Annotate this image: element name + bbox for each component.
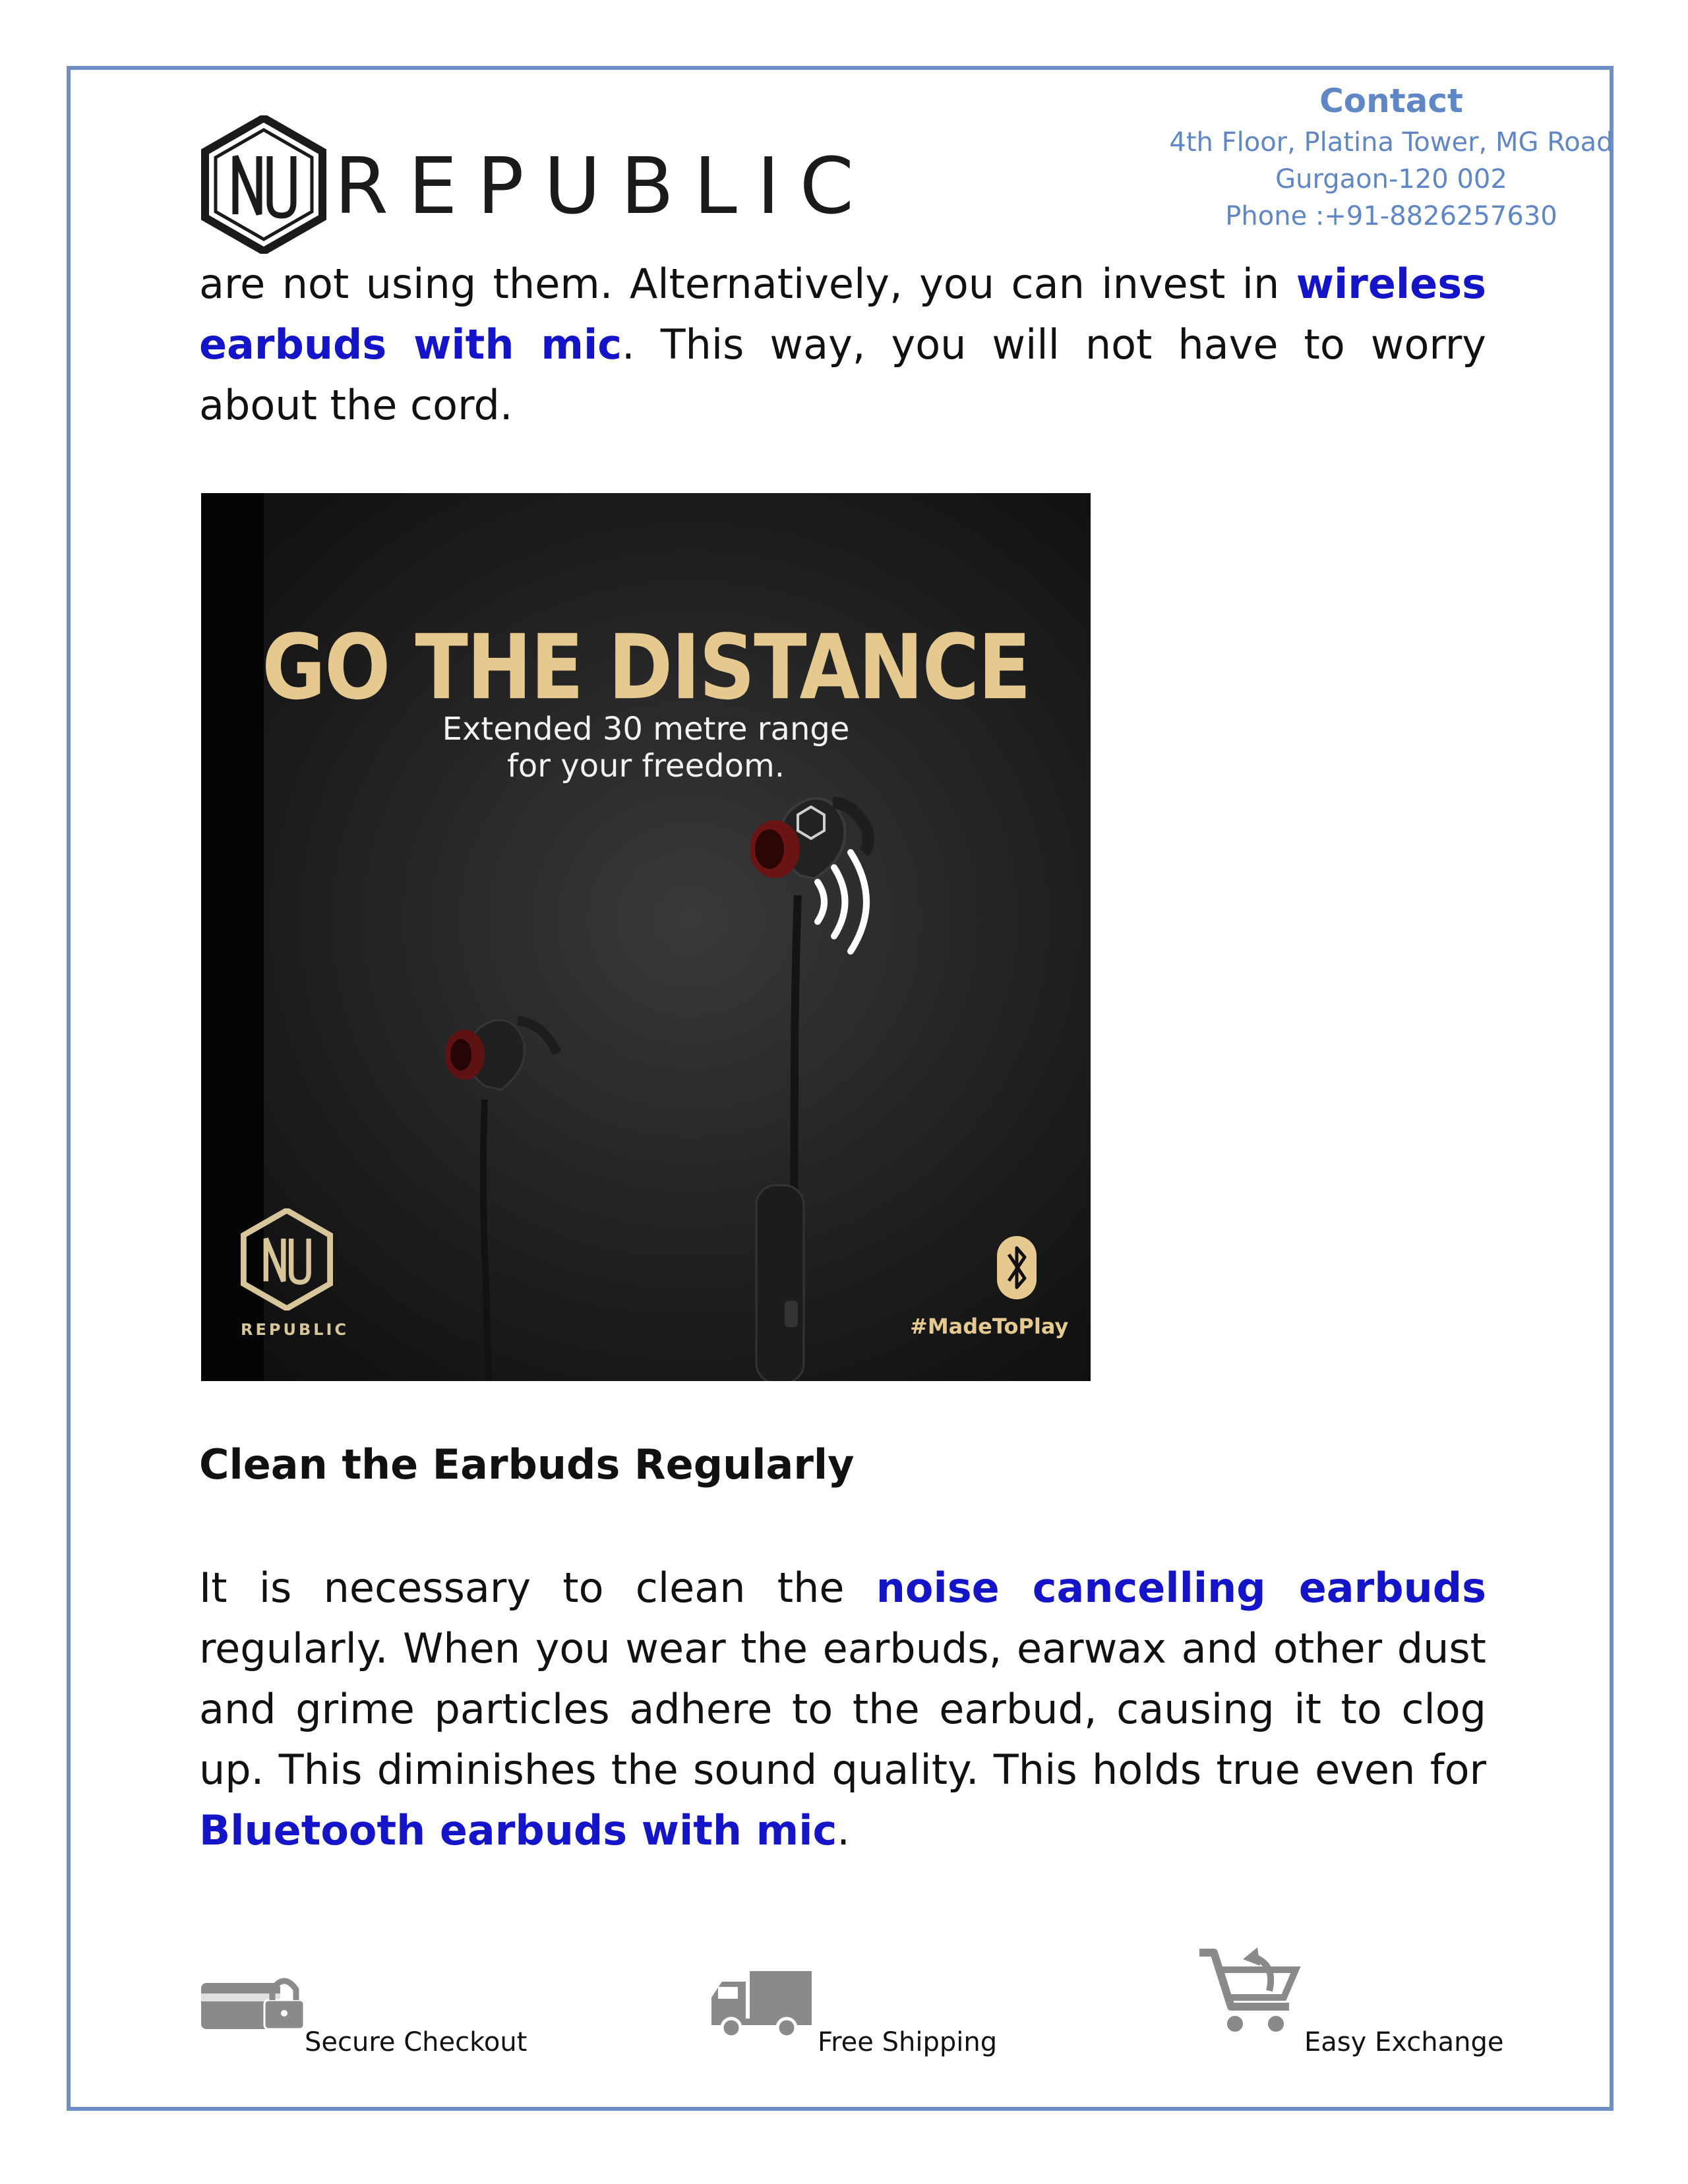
- truck-icon: [709, 1964, 814, 2044]
- promo-title: GO THE DISTANCE: [262, 614, 1030, 720]
- contact-title: Contact: [1319, 82, 1463, 120]
- promo-subtitle-line2: for your freedom.: [507, 748, 785, 784]
- section-paragraph: [199, 1558, 1486, 1861]
- footer-label-free-shipping: Free Shipping: [818, 2027, 998, 2057]
- credit-card-lock-icon: [201, 1970, 307, 2036]
- brand-name: REPUBLIC: [334, 140, 874, 231]
- brand-logo-icon: [201, 115, 326, 254]
- wireless-earbuds-link[interactable]: wireless earbuds with mic: [199, 260, 1486, 369]
- earbuds-image: [201, 493, 1091, 1381]
- contact-address-line2: Gurgaon-120 002: [1275, 164, 1507, 194]
- section-heading: Clean the Earbuds Regularly: [199, 1440, 855, 1489]
- contact-address-line1: 4th Floor, Platina Tower, MG Road: [1169, 127, 1613, 158]
- cart-return-icon: [1197, 1938, 1302, 2037]
- contact-block: [1134, 78, 1648, 235]
- intro-text-after: . This way, you will not have to worry about the cord.: [199, 320, 1486, 429]
- republic-logo[interactable]: [201, 115, 874, 257]
- section-text-1: It is necessary to clean the: [199, 1564, 876, 1612]
- contact-phone[interactable]: Phone :+91-8826257630: [1225, 201, 1557, 231]
- intro-paragraph: [199, 254, 1486, 436]
- promo-image: [201, 493, 1091, 1381]
- bluetooth-earbuds-link[interactable]: Bluetooth earbuds with mic: [199, 1806, 837, 1854]
- section-text-2: regularly. When you wear the earbuds, earwax and other dust and grime particles adhere to the earbud, causing it to clog up. This diminishes the sound quality. This holds true even for: [199, 1624, 1486, 1794]
- bluetooth-icon: [996, 1235, 1038, 1301]
- footer-label-secure-checkout: Secure Checkout: [305, 2027, 528, 2057]
- footer-label-easy-exchange: Easy Exchange: [1304, 2027, 1504, 2057]
- noise-cancelling-earbuds-link[interactable]: noise cancelling earbuds: [876, 1564, 1486, 1612]
- section-text-3: .: [837, 1806, 850, 1854]
- promo-brand-logo-icon: [241, 1208, 333, 1311]
- wireless-signal-icon: [804, 842, 897, 961]
- promo-subtitle-line1: Extended 30 metre range: [442, 711, 850, 748]
- promo-hashtag: #MadeToPlay: [910, 1314, 1069, 1339]
- promo-brand-name: REPUBLIC: [241, 1320, 349, 1339]
- intro-text: are not using them. Alternatively, you can invest in: [199, 260, 1296, 308]
